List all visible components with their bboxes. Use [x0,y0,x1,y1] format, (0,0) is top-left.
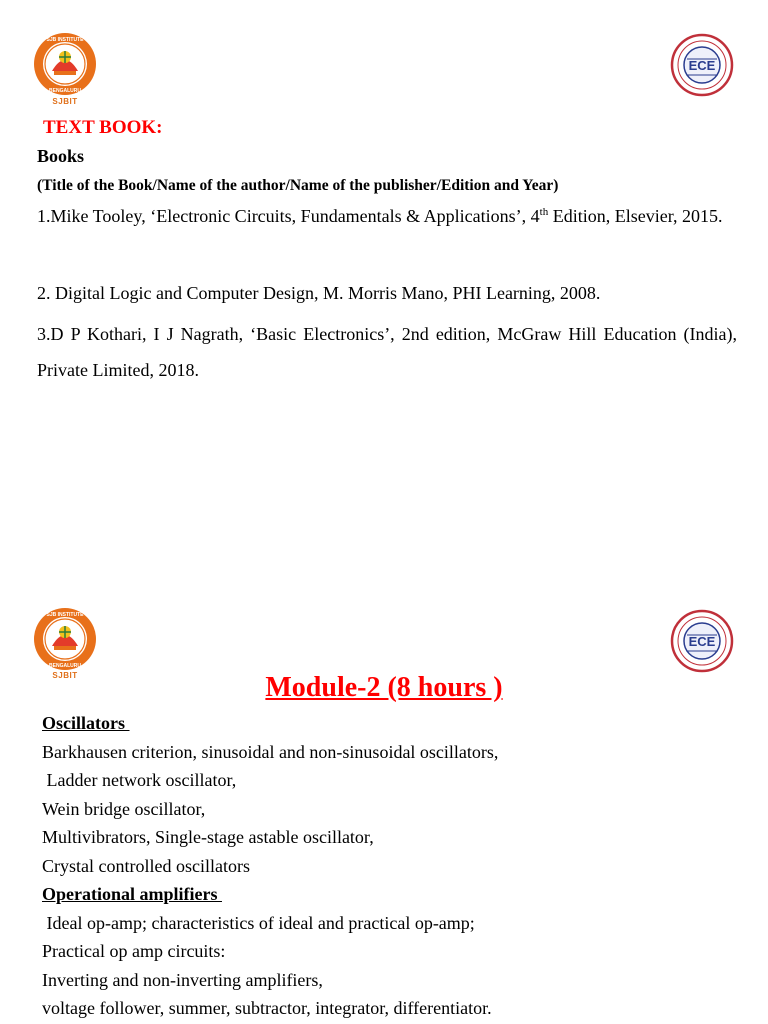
svg-text:ECE: ECE [688,58,716,73]
textbook-heading: TEXT BOOK: [43,117,163,138]
section-heading-oscillators: Oscillators [42,713,130,733]
svg-text:SJB INSTITUTE: SJB INSTITUTE [46,612,84,618]
topic-line: Crystal controlled oscillators [42,855,250,876]
reference-1 [37,198,737,234]
reference-2: 2. Digital Logic and Computer Design, M. Morris Mano, PHI Learning, 2008. [37,283,601,303]
module-title: Module-2 (8 hours ) [265,672,503,703]
books-subheading: (Title of the Book/Name of the author/Name of the publisher/Edition and Year) [37,177,559,194]
department-seal-icon [670,609,736,675]
section-heading-opamps: Operational amplifiers [42,884,222,904]
reference-3: 3.D P Kothari, I J Nagrath, ‘Basic Electronics’, 2nd edition, McGraw Hill Education (India), Private Limited, 2018. [37,324,737,380]
svg-text:BENGALURU: BENGALURU [49,88,81,94]
topic-line: Wein bridge oscillator, [42,798,206,819]
reference-1-superscript: th [539,206,549,218]
reference-1-text: 1.Mike Tooley, ‘Electronic Circuits, Fundamentals & Applications’, 4 [37,206,540,226]
svg-text:SJB INSTITUTE: SJB INSTITUTE [46,37,84,43]
topic-line: Barkhausen criterion, sinusoidal and non-sinusoidal oscillators, [42,741,499,762]
logo-caption: SJBIT [52,97,78,106]
topic-line: Multivibrators, Single-stage astable oscillator, [42,827,374,847]
reference-1-tail: Edition, Elsevier, 2015. [548,206,723,226]
topic-line: Inverting and non-inverting amplifiers, [42,969,323,990]
topic-line: voltage follower, summer, subtractor, integrator, differentiator. [42,998,492,1018]
svg-text:BENGALURU: BENGALURU [49,663,81,669]
topic-line: Practical op amp circuits: [42,941,226,961]
topic-line: Ideal op-amp; characteristics of ideal and practical op-amp; [42,912,475,933]
topic-line: Ladder network oscillator, [42,770,237,790]
module-content [42,709,742,1023]
svg-text:ECE: ECE [688,634,716,649]
sjbit-logo-icon [32,31,98,107]
logo-caption: SJBIT [52,671,78,680]
books-heading: Books [37,146,85,166]
department-seal-icon [670,33,736,99]
